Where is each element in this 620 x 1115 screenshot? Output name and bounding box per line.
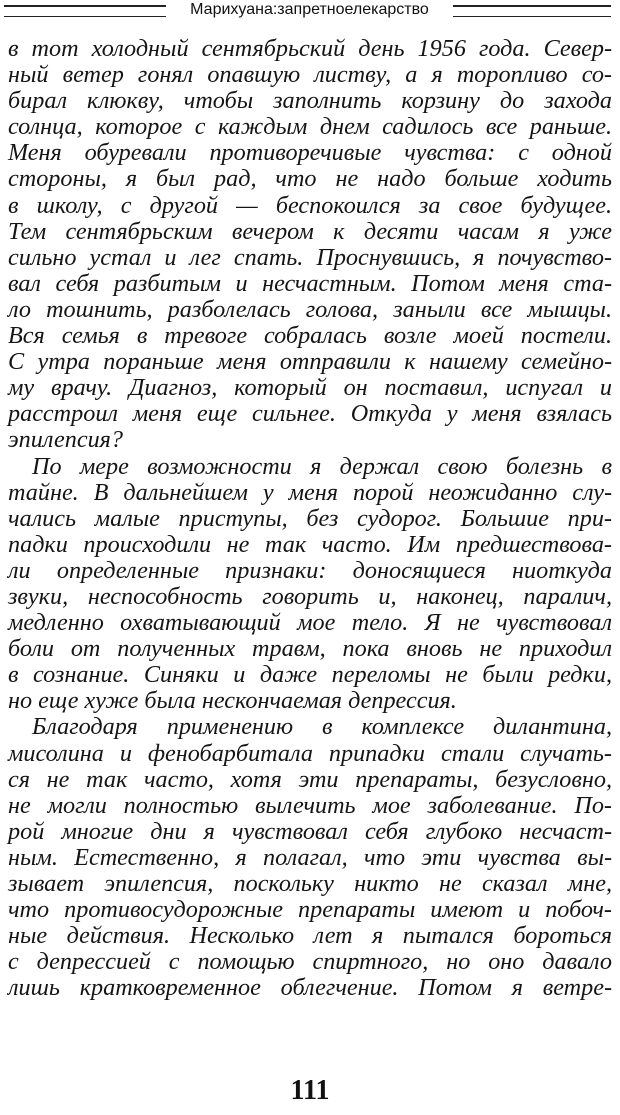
text-line: что противосудорожные препараты имеют и побоч- (8, 896, 612, 924)
text-line: звуки, неспособность говорить и, наконец, паралич, (8, 582, 612, 610)
text-line: в тот холодный сентябрьский день 1956 года. Север- (8, 35, 612, 62)
text-line: боли от полученных травм, пока вновь не приходил (8, 635, 612, 663)
text-line: ный ветер гонял опавшую листву, а я торопливо со- (8, 61, 612, 89)
text-line: Благодаря применению в комплексе дилантина, (32, 713, 612, 741)
text-line: ло тошнить, разболелась голова, заныли все мышцы. (8, 295, 612, 323)
header-rule-right (453, 5, 611, 17)
text-line: лишь кратковременное облегчение. Потом я ветре- (8, 974, 612, 1002)
text-line: му врачу. Диагноз, который он поставил, испугал и (8, 374, 612, 402)
text-line: По мере возможности я держал свою болезнь в (32, 452, 612, 480)
text-line: чались малые приступы, без судорог. Большие при- (8, 504, 612, 532)
text-line: в сознание. Синяки и даже переломы не были редки, (8, 661, 612, 689)
text-line: падки происходили не так часто. Им предшествова- (8, 530, 612, 558)
text-line: Меня обуревали противоречивые чувства: с одной (8, 139, 612, 167)
text-line: медленно охватывающий мое тело. Я не чувствовал (8, 609, 612, 637)
text-line: сильно устал и лег спать. Проснувшись, я почувство- (8, 243, 612, 271)
text-line: ся не так часто, хотя эти препараты, безусловно, (8, 765, 612, 793)
text-line: стороны, я был рад, что не надо больше ходить (8, 165, 612, 193)
text-line: бирал клюкву, чтобы заполнить корзину до захода (8, 87, 612, 115)
paragraph-3 (8, 714, 612, 1001)
text-line: тайне. В дальнейшем у меня порой неожиданно слу- (8, 478, 612, 506)
paragraph-2 (8, 454, 612, 715)
text-line: вал себя разбитым и несчастным. Потом меня ста- (8, 269, 612, 297)
text-line: с депрессией с помощью спиртного, но оно давало (8, 948, 612, 976)
text-line: в школу, с другой — беспокоился за свое будущее. (8, 191, 612, 219)
text-line: рой многие дни я чувствовал себя глубоко несчаст- (8, 817, 612, 845)
text-line: С утра пораньше меня отправили к нашему семейно- (8, 348, 612, 376)
text-line: ли определенные признаки: доносящиеся ниоткуда (8, 556, 612, 584)
text-line: мисолина и фенобарбитала припадки стали случать- (8, 739, 612, 767)
running-header (0, 0, 620, 24)
text-line: ным. Естественно, я полагал, что эти чувства вы- (8, 843, 612, 871)
text-line: солнца, которое с каждым днем садилось все раньше. (8, 113, 612, 141)
page-number: 111 (290, 1075, 330, 1106)
text-line: зывает эпилепсия, поскольку никто не сказал мне, (8, 870, 612, 897)
text-line: ные действия. Несколько лет я пытался бороться (8, 922, 612, 950)
page-body (8, 36, 612, 1001)
header-rule-left (4, 5, 166, 17)
text-line: Тем сентябрьским вечером к десяти часам я уже (8, 217, 612, 245)
text-line: расстроил меня еще сильнее. Откуда у меня взялась (8, 400, 612, 428)
text-line: не могли полностью вылечить мое заболевание. По- (8, 791, 612, 819)
text-line: Вся семья в тревоге собралась возле моей постели. (8, 322, 612, 350)
running-title: Марихуана:запретноелекарство (190, 1, 429, 18)
paragraph-1 (8, 36, 612, 454)
text-line: но еще хуже была нескончаемая депрессия. (8, 687, 457, 715)
text-line: эпилепсия? (8, 426, 123, 454)
